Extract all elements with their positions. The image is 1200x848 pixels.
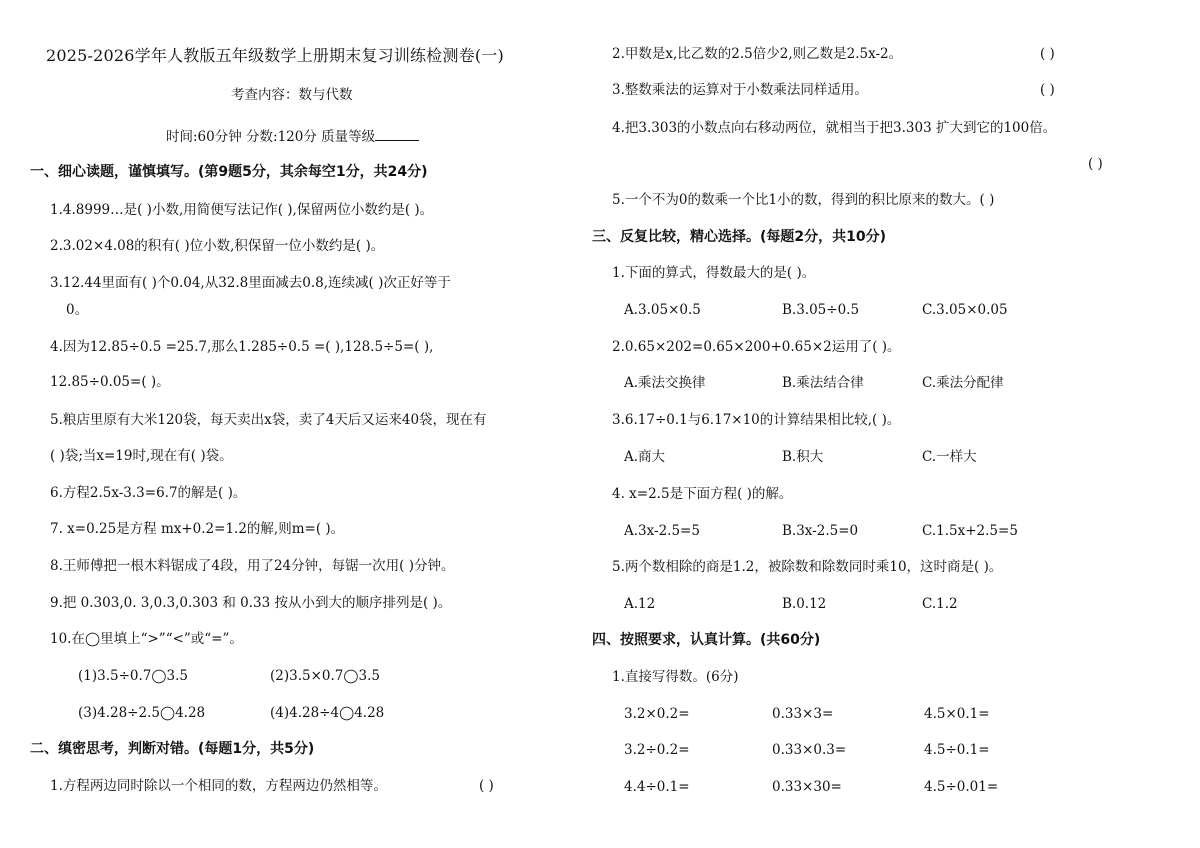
section1-heading: 一、细心读题，谨慎填写。(第9题5分，其余每空1分，共24分)	[30, 164, 428, 180]
exam-title: 2025-2026学年人教版五年级数学上册期末复习训练检测卷(一)	[46, 46, 504, 65]
s1-question-4-cont: 12.85÷0.05=( )。	[50, 374, 170, 390]
s2-question-4: 4.把3.303的小数点向右移动两位，就相当于把3.303 扩大到它的100倍。	[612, 120, 1057, 136]
calc-item: 4.4÷0.1=	[624, 779, 690, 795]
s1-question-2: 2.3.02×4.08的积有( )位小数,积保留一位小数约是( )。	[50, 238, 385, 254]
s3-question-3: 3.6.17÷0.1与6.17×10的计算结果相比较,( )。	[612, 412, 901, 428]
calc-item: 4.5×0.1=	[924, 706, 990, 722]
s2-question-3: 3.整数乘法的运算对于小数乘法同样适用。	[612, 82, 868, 98]
s1-question-3-cont: 0。	[66, 302, 89, 318]
s2-question-5: 5.一个不为0的数乘一个比1小的数，得到的积比原来的数大。( )	[612, 192, 995, 208]
calc-item: 3.2÷0.2=	[624, 742, 690, 758]
s2-question-1-answer: ( )	[479, 778, 494, 794]
s3-q2-option-b: B.乘法结合律	[782, 375, 864, 391]
s3-q1-option-b: B.3.05÷0.5	[782, 302, 860, 318]
s3-q2-option-a: A.乘法交换律	[624, 375, 706, 391]
s3-q4-option-c: C.1.5x+2.5=5	[922, 523, 1018, 539]
s2-question-3-answer: ( )	[1040, 82, 1055, 98]
s3-question-5: 5.两个数相除的商是1.2，被除数和除数同时乘10，这时商是( )。	[612, 559, 1003, 575]
exam-info	[166, 128, 419, 146]
s2-question-2: 2.甲数是x,比乙数的2.5倍少2,则乙数是2.5x-2。	[612, 46, 903, 62]
s3-q1-option-c: C.3.05×0.05	[922, 302, 1008, 318]
s1-question-8: 8.王师傅把一根木料锯成了4段，用了24分钟，每锯一次用( )分钟。	[50, 558, 455, 574]
s2-question-4-answer: ( )	[1088, 156, 1103, 172]
grade-blank	[375, 128, 419, 141]
exam-info-text: 时间:60分钟 分数:120分 质量等级	[166, 129, 376, 145]
s4-question-1: 1.直接写得数。(6分)	[612, 669, 739, 685]
calc-item: 0.33×0.3=	[772, 742, 847, 758]
s3-q5-option-a: A.12	[624, 596, 656, 612]
s1-question-9: 9.把 0.303,0. 3,0.3,0.303 和 0.33 按从小到大的顺序排列是( )。	[50, 595, 452, 611]
s3-q3-option-b: B.积大	[782, 449, 824, 465]
s1-question-5: 5.粮店里原有大米120袋，每天卖出x袋，卖了4天后又运来40袋，现在有	[50, 412, 487, 428]
s2-question-1: 1.方程两边同时除以一个相同的数，方程两边仍然相等。	[50, 778, 387, 794]
calc-item: 0.33×3=	[772, 706, 834, 722]
calc-item: 4.5÷0.01=	[924, 779, 999, 795]
s1-question-5-cont: ( )袋;当x=19时,现在有( )袋。	[50, 448, 233, 464]
s1-q10-item-3: (3)4.28÷2.5◯4.28	[78, 705, 206, 721]
s1-question-4: 4.因为12.85÷0.5 =25.7,那么1.285÷0.5 =( ),128.5÷5=( ),	[50, 339, 434, 355]
s3-q4-option-b: B.3x-2.5=0	[782, 523, 859, 539]
section3-heading: 三、反复比较，精心选择。(每题2分，共10分)	[592, 229, 887, 245]
s1-q10-item-2: (2)3.5×0.7◯3.5	[270, 668, 380, 684]
s1-question-10: 10.在◯里填上“>”“<”或“=”。	[50, 631, 243, 647]
s3-q4-option-a: A.3x-2.5=5	[624, 523, 700, 539]
section2-heading: 二、缜密思考，判断对错。(每题1分，共5分)	[30, 741, 315, 757]
s1-q10-item-4: (4)4.28÷4◯4.28	[270, 705, 385, 721]
section4-heading: 四、按照要求，认真计算。(共60分)	[592, 632, 821, 648]
s3-q3-option-c: C.一样大	[922, 449, 977, 465]
s2-question-2-answer: ( )	[1040, 46, 1055, 62]
s1-question-1: 1.4.8999…是( )小数,用简便写法记作( ),保留两位小数约是( )。	[50, 202, 434, 218]
s3-q3-option-a: A.商大	[624, 449, 666, 465]
calc-item: 4.5÷0.1=	[924, 742, 990, 758]
s3-question-4: 4. x=2.5是下面方程( )的解。	[612, 486, 793, 502]
s3-q1-option-a: A.3.05×0.5	[624, 302, 701, 318]
s1-question-7: 7. x=0.25是方程 mx+0.2=1.2的解,则m=( )。	[50, 521, 345, 537]
s3-q2-option-c: C.乘法分配律	[922, 375, 1004, 391]
exam-content: 考查内容：数与代数	[231, 87, 353, 103]
calc-item: 3.2×0.2=	[624, 706, 690, 722]
s1-question-6: 6.方程2.5x-3.3=6.7的解是( )。	[50, 485, 247, 501]
s3-question-1: 1.下面的算式，得数最大的是( )。	[612, 265, 816, 281]
s1-question-3: 3.12.44里面有( )个0.04,从32.8里面减去0.8,连续减( )次正好等于	[50, 275, 451, 291]
calc-item: 0.33×30=	[772, 779, 842, 795]
s3-q5-option-b: B.0.12	[782, 596, 827, 612]
s3-question-2: 2.0.65×202=0.65×200+0.65×2运用了( )。	[612, 339, 901, 355]
s1-q10-item-1: (1)3.5÷0.7◯3.5	[78, 668, 188, 684]
s3-q5-option-c: C.1.2	[922, 596, 958, 612]
